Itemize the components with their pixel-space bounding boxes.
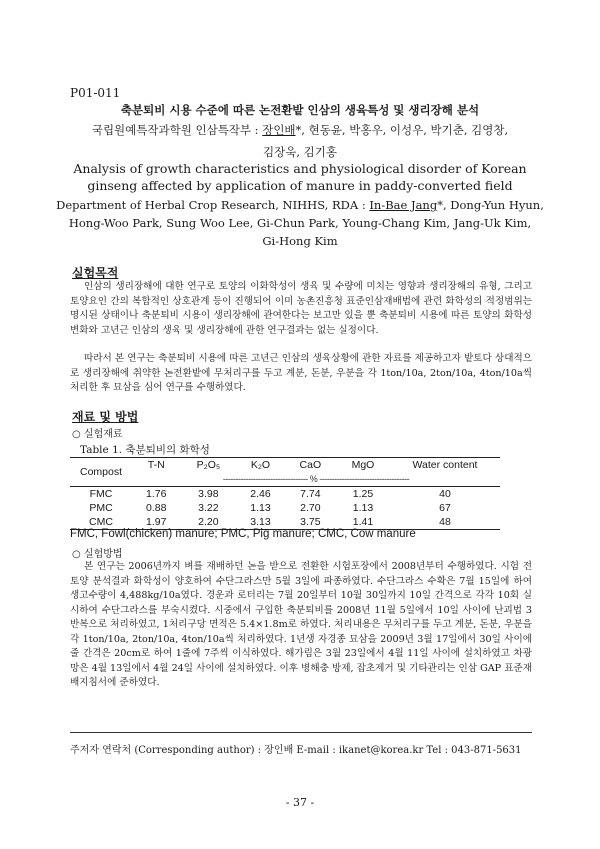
table-row (70, 487, 500, 502)
row-label: CMC (70, 515, 132, 530)
footer-divider (70, 732, 532, 733)
korean-affiliation: 국립원예특작과학원 인삼특작부 : (91, 123, 263, 137)
objective-heading: 실험목적 (72, 266, 119, 280)
column-header: MgO (336, 458, 390, 473)
english-author-list-line2: Hong-Woo Park, Sung Woo Lee, Gi-Chun Park, Young-Chang Kim, Jang-Uk Kim, (68, 216, 532, 230)
column-header: T-N (132, 458, 181, 473)
table-cell: 48 (390, 515, 500, 530)
column-header: K₂O (236, 458, 285, 473)
table-cell: 67 (439, 502, 451, 514)
table-row (70, 501, 500, 515)
methods-heading: 재료 및 방법 (72, 410, 139, 424)
korean-author-list: *, 현동윤, 박홍우, 이성우, 박기춘, 김영창, (295, 123, 509, 137)
materials-subheading: ○ 실험재료 (72, 429, 123, 440)
objective-paragraph-2: 따라서 본 연구는 축분퇴비 시용에 따른 고년근 인삼의 생육상황에 관한 자료를 제공하고자 밭토다 상대적으로 생리장해에 취약한 논전환밭에 무처리구를 두고 계분, 돈분, 우분을 각 1ton/10a, 2ton/10a, 4ton/10a씩 처리한 후 묘삼을 심어 연구를 수행하였다. (70, 353, 532, 393)
unit-line: ---------------------------------- % ------------------------------------ (222, 474, 410, 484)
compost-composition-table (70, 457, 500, 530)
table-cell: 1.13 (352, 502, 374, 514)
table-cell: 1.41 (336, 515, 390, 530)
corresponding-author-contact: 주저자 연락처 (Corresponding author) : 장인배 E-mail : ikanet@korea.kr Tel : 043-871-5631 (70, 745, 522, 756)
table-caption: Table 1. 축분퇴비의 화학성 (80, 444, 210, 456)
table-cell: 1.25 (336, 487, 390, 502)
corresponding-author-en: In-Bae Jang (369, 198, 438, 212)
english-title-line2: ginseng affected by application of manure in paddy-converted field (87, 178, 513, 193)
table-cell: 1.13 (250, 502, 271, 514)
english-author-list: *, Dong-Yun Hyun, (437, 198, 544, 212)
objective-paragraph-1: 인삼의 생리장해에 대한 연구로 토양의 이화학성이 생육 및 수량에 미치는 영향과 생리장해의 유형, 그리고 토양요인 간의 복합적인 상호관계 등이 진행되어 이미 농촌진흥청 표준인삼재배법에 관련 화학성의 적정범위는 명시된 상태이나 축분퇴비 시용이 생리장해에 관여한다는 보고만 있을 뿐 축분퇴비 시용에 따른 토양의 화학성변화와 고년근 인삼의 생육 및 생리장해에 관한 연구결과는 없는 실정이다. (70, 281, 532, 336)
english-affiliation: Department of Herbal Crop Research, NIHHS, RDA : (56, 198, 370, 212)
page-number: - 37 - (285, 796, 315, 809)
column-header: Water content (390, 458, 500, 473)
table-cell: 40 (390, 487, 500, 502)
table-row-header: Compost (70, 458, 132, 487)
english-author-list-line3: Gi-Hong Kim (262, 234, 338, 248)
methods-paragraph: 본 연구는 2006년까지 벼를 재배하던 논을 받으로 전환한 시험포장에서 2008년부터 수행하였다. 시험 전 토양 분석결과 화학성이 양호하여 수단그라스만 5월 3일에 파종하였다. 수단그라스 수확은 7월 15일에 하여 생고수량이 4,488kg/10a였다. 경운과 로터리는 7월 20일부터 10월 30일까지 10일 간격으로 각각 10회 실시하여 수단그라스를 부숙시켰다. 시중에서 구입한 축분퇴비를 2008년 11월 5일에서 10일 사이에 난괴법 3반복으로 처리하였고, 1처리구당 면적은 5.4×1.8m로 하였다. 처리내용은 무처리구를 두고 계분, 돈분, 우분을 각 1ton/10a, 2ton/10a, 4ton/10a씩 처리하였다. 1년생 자경종 묘삼을 2009년 3월 17일에서 30일 사이에 줄 간격은 20cm로 하여 1줄에 7주씩 이식하였다. 해가림은 3월 23일에서 4월 11일 사이에 설치하였고 차광망은 4월 13일에서 4월 24일 사이에 설치하였다. 이후 병해충 방제, 잡초제거 및 기타관리는 인삼 GAP 표준재배지침서에 준하였다. (70, 561, 532, 688)
table-cell: 3.98 (181, 487, 237, 502)
row-label: PMC (89, 502, 113, 514)
korean-author-list-line2: 김장욱, 김기홍 (263, 145, 337, 159)
korean-authors (60, 119, 540, 163)
english-title (40, 160, 560, 194)
abstract-code: P01-011 (70, 86, 121, 100)
table-cell: 1.76 (132, 487, 181, 502)
row-label: FMC (70, 487, 132, 502)
column-header: P₂O₅ (181, 458, 237, 473)
table-cell: 2.46 (236, 487, 285, 502)
table-cell: 3.13 (236, 515, 285, 530)
table-cell: 1.97 (132, 515, 181, 530)
table-cell: 0.88 (146, 502, 167, 514)
english-title-line1: Analysis of growth characteristics and physiological disorder of Korean (73, 161, 527, 176)
column-header: CaO (285, 458, 336, 473)
corresponding-author-ko: 장인배 (262, 123, 296, 137)
korean-title: 축분퇴비 시용 수준에 따른 논전환밭 인삼의 생육특성 및 생리장해 분석 (120, 103, 480, 117)
method-subheading: ○ 실험방법 (72, 549, 123, 560)
table-cell: 3.22 (198, 502, 219, 514)
english-authors (40, 196, 560, 250)
table-cell: 2.20 (181, 515, 237, 530)
table-cell: 2.70 (300, 502, 321, 514)
table-abbreviations: FMC, Fowl(chicken) manure; PMC, Pig manure; CMC, Cow manure (70, 528, 416, 540)
table-cell: 7.74 (285, 487, 336, 502)
table-cell: 3.75 (285, 515, 336, 530)
